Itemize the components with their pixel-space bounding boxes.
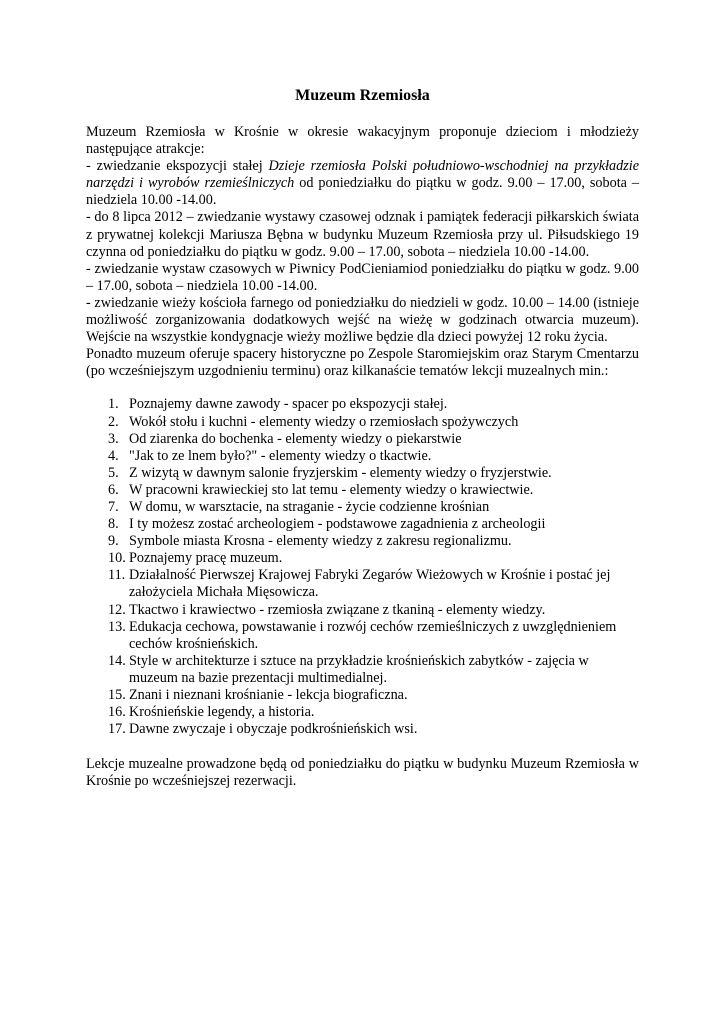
lesson-item bbox=[86, 431, 639, 448]
lesson-item bbox=[86, 619, 639, 653]
lesson-text: Krośnieńskie legendy, a historia. bbox=[129, 704, 315, 721]
lesson-text: Dawne zwyczaje i obyczaje podkrośnieńskich wsi. bbox=[129, 721, 418, 738]
lesson-number: 16. bbox=[108, 704, 126, 721]
lesson-item bbox=[86, 653, 639, 687]
lesson-text: Działalność Pierwszej Krajowej Fabryki Zegarów Wieżowych w Krośnie i postać jej założyciela Michała Mięsowicza. bbox=[129, 567, 611, 601]
lesson-number: 1. bbox=[108, 396, 119, 413]
lesson-item bbox=[86, 550, 639, 567]
lesson-number: 10. bbox=[108, 550, 126, 567]
lesson-number: 14. bbox=[108, 652, 126, 669]
lesson-text: Poznajemy dawne zawody - spacer po ekspozycji stałej. bbox=[129, 396, 448, 413]
lesson-item bbox=[86, 533, 639, 550]
lesson-item bbox=[86, 687, 639, 704]
lesson-item bbox=[86, 516, 639, 533]
lesson-number: 12. bbox=[108, 601, 126, 618]
lessons-list bbox=[86, 396, 639, 738]
additional-offer-paragraph: Ponadto muzeum oferuje spacery historyczne po Zespole Staromiejskim oraz Starym Cmentarzu (po wcześniejszym uzgodnieniu terminu) oraz kilkanaście tematów lekcji muzealnych min.: bbox=[86, 346, 639, 380]
attraction-cellar-exhibitions: - zwiedzanie wystaw czasowych w Piwnicy PodCieniamiod poniedziałku do piątku w godz. 9.00 – 17.00, sobota – niedziela 10.00 -14.00. bbox=[86, 260, 639, 294]
lesson-text: Znani i nieznani krośnianie - lekcja biograficzna. bbox=[129, 687, 408, 703]
attraction-permanent-exhibition bbox=[86, 158, 639, 209]
lesson-text: Z wizytą w dawnym salonie fryzjerskim - elementy wiedzy o fryzjerstwie. bbox=[129, 464, 552, 481]
lesson-text: Symbole miasta Krosna - elementy wiedzy z zakresu regionalizmu. bbox=[129, 533, 512, 550]
lesson-number: 5. bbox=[108, 464, 119, 481]
lesson-item bbox=[86, 721, 639, 738]
attraction-permanent-exhibition-title: Dzieje rzemiosła Polski południowo-wschodniej na przykładzie narzędzi i wyrobów rzemieślniczych bbox=[86, 158, 639, 192]
attraction-church-tower: - zwiedzanie wieży kościoła farnego od poniedziałku do niedzieli w godz. 10.00 – 14.00 (istnieje możliwość zorganizowania dodatkowych wejść na wieżę w godzinach otwarcia muzeum). Wejście na wszystkie kondygnacje wieży możliwe będzie dla dzieci powyżej 12 roku życia. bbox=[86, 294, 639, 346]
lesson-number: 13. bbox=[108, 618, 126, 635]
lesson-item bbox=[86, 704, 639, 721]
attraction-permanent-prefix: - zwiedzanie ekspozycji stałej bbox=[86, 158, 269, 175]
lesson-number: 2. bbox=[108, 413, 119, 430]
attraction-permanent-suffix: od poniedziałku do piątku w godz. 9.00 – 17.00, sobota – niedziela 10.00 -14.00. bbox=[86, 175, 639, 209]
lesson-text: I ty możesz zostać archeologiem - podstawowe zagadnienia z archeologii bbox=[129, 516, 546, 533]
lesson-item bbox=[86, 602, 639, 619]
lesson-number: 6. bbox=[108, 481, 119, 498]
lesson-item bbox=[86, 567, 639, 601]
lesson-number: 3. bbox=[108, 430, 119, 447]
lesson-item bbox=[86, 396, 639, 413]
document-body bbox=[86, 124, 639, 790]
lesson-text: W pracowni krawieckiej sto lat temu - elementy wiedzy o krawiectwie. bbox=[129, 481, 534, 498]
lesson-number: 9. bbox=[108, 533, 119, 550]
lesson-item bbox=[86, 448, 639, 465]
intro-paragraph: Muzeum Rzemiosła w Krośnie w okresie wakacyjnym proponuje dzieciom i młodzieży następujące atrakcje: bbox=[86, 124, 639, 158]
attraction-temporary-badges: - do 8 lipca 2012 – zwiedzanie wystawy czasowej odznak i pamiątek federacji piłkarskich świata z prywatnej kolekcji Mariusza Bębna w budynku Muzeum Rzemiosła przy ul. Piłsudskiego 19 czynna od poniedziałku do piątku w godz. 9.00 – 17.00, sobota – niedziela 10.00 -14.00. bbox=[86, 209, 639, 260]
lesson-text: Tkactwo i krawiectwo - rzemiosła związane z tkaniną - elementy wiedzy. bbox=[129, 601, 546, 618]
closing-paragraph: Lekcje muzealne prowadzone będą od poniedziałku do piątku w budynku Muzeum Rzemiosła w Krośnie po wcześniejszej rezerwacji. bbox=[86, 756, 639, 790]
lesson-number: 15. bbox=[108, 687, 126, 703]
lesson-number: 11. bbox=[108, 567, 126, 584]
lesson-text: Od ziarenka do bochenka - elementy wiedzy o piekarstwie bbox=[129, 430, 462, 447]
lesson-number: 8. bbox=[108, 516, 119, 533]
lesson-text: Style w architekturze i sztuce na przykładzie krośnieńskich zabytków - zajęcia w muzeum na bazie prezentacji multimedialnej. bbox=[129, 652, 589, 686]
page-title: Muzeum Rzemiosła bbox=[295, 87, 430, 104]
lesson-text: Wokół stołu i kuchni - elementy wiedzy o rzemiosłach spożywczych bbox=[129, 413, 519, 430]
lesson-item bbox=[86, 499, 639, 516]
lesson-item bbox=[86, 465, 639, 482]
lesson-text: "Jak to ze lnem było?" - elementy wiedzy o tkactwie. bbox=[129, 447, 432, 464]
lesson-text: W domu, w warsztacie, na straganie - życie codzienne krośnian bbox=[129, 498, 490, 515]
lesson-item bbox=[86, 482, 639, 499]
lesson-number: 4. bbox=[108, 447, 119, 464]
lesson-text: Poznajemy pracę muzeum. bbox=[129, 550, 283, 567]
lesson-text: Edukacja cechowa, powstawanie i rozwój cechów rzemieślniczych z uwzględnieniem cechów krośnieńskich. bbox=[129, 618, 617, 652]
lesson-number: 17. bbox=[108, 721, 126, 738]
lesson-item bbox=[86, 414, 639, 431]
lesson-number: 7. bbox=[108, 498, 119, 515]
